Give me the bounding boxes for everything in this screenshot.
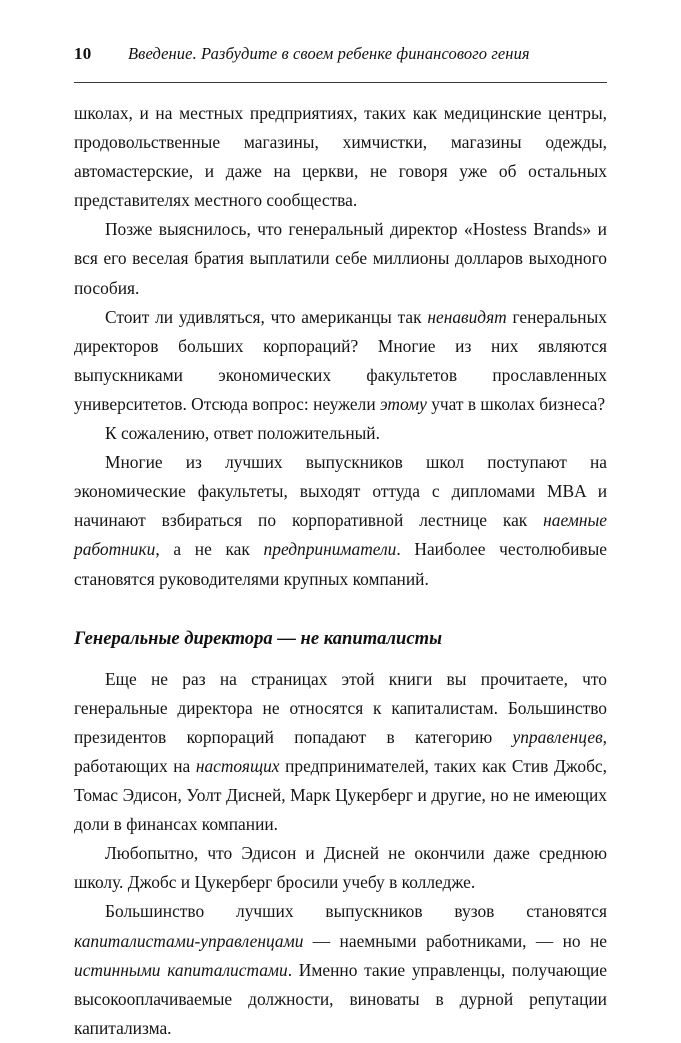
emphasis-text: капиталистами-управленцами (74, 930, 304, 951)
body-paragraph (74, 99, 607, 215)
body-paragraph (74, 448, 607, 593)
plain-text: предпринимателей, таких как Стив Джобс, Томас Эдисон, Уолт Дисней, Марк Цукерберг и другие, но не имеющих доли в финансах компании. (74, 755, 608, 835)
body-paragraph (74, 897, 607, 1042)
body-paragraph (74, 419, 607, 448)
running-title: Введение. Разбудите в своем ребенке финансового гения (128, 44, 530, 63)
body-paragraph (74, 665, 607, 840)
page-header (74, 44, 607, 74)
emphasis-text: управленцев (512, 726, 603, 747)
plain-text: Многие из лучших выпускников школ поступают на экономические факультеты, выходят оттуда с дипломами MBA и начинают взбираться по корпоративной лестнице как (74, 452, 607, 531)
plain-text: генеральных директоров больших корпораций? Многие из них являются выпускниками экономических факультетов прославленных университетов. Отсюда вопрос: неужели (74, 306, 607, 414)
plain-text: , а не как (155, 539, 264, 560)
plain-text: К сожалению, ответ положительный. (105, 423, 380, 444)
page-body (74, 99, 607, 1043)
plain-text: учат в школах бизнеса? (426, 393, 606, 414)
emphasis-text: истинными капиталистами (74, 959, 288, 980)
emphasis-text: предприниматели (263, 539, 397, 560)
plain-text: Еще не раз на страницах этой книги вы прочитаете, что генеральные директора не относятся к капиталистам. Большинство президентов корпораций попадают в категорию (74, 668, 607, 747)
emphasis-text: ненавидят (427, 306, 507, 327)
plain-text: Любопытно, что Эдисон и Дисней не окончили даже среднюю школу. Джобс и Цукерберг бросили учебу в колледже. (74, 843, 607, 893)
plain-text: — наемными работниками, — но не (303, 930, 607, 951)
body-paragraph (74, 303, 607, 419)
plain-text: . Наиболее честолюбивые становятся руководителями крупных компаний. (74, 539, 607, 589)
emphasis-text: наемные работники (74, 510, 607, 560)
emphasis-text: настоящих (195, 755, 280, 776)
plain-text: . Именно такие управленцы, получающие высокооплачиваемые должности, виноваты в дурной репутации капитализма. (74, 959, 608, 1038)
page-number: 10 (74, 44, 92, 63)
plain-text: школах, и на местных предприятиях, таких как медицинские центры, продовольственные магазины, химчистки, магазины одежды, автомастерские, и даже на церкви, не говоря уже об остальных представителях местного сообщества. (74, 103, 607, 211)
paragraph-block-bottom (74, 665, 607, 1043)
emphasis-text: этому (379, 393, 427, 414)
header-divider (74, 82, 607, 83)
body-paragraph (74, 215, 607, 302)
plain-text: Стоит ли удивляться, что американцы так (105, 306, 428, 327)
plain-text: Большинство лучших выпускников вузов становятся (105, 901, 607, 922)
plain-text: , работающих на (74, 726, 607, 776)
plain-text: Позже выяснилось, что генеральный директор «Hostess Brands» и вся его веселая братия выплатили себе миллионы долларов выходного пособия. (74, 219, 607, 298)
paragraph-block-top (74, 99, 607, 594)
section-subheading: Генеральные директора — не капиталисты (74, 627, 442, 649)
body-paragraph (74, 839, 607, 897)
